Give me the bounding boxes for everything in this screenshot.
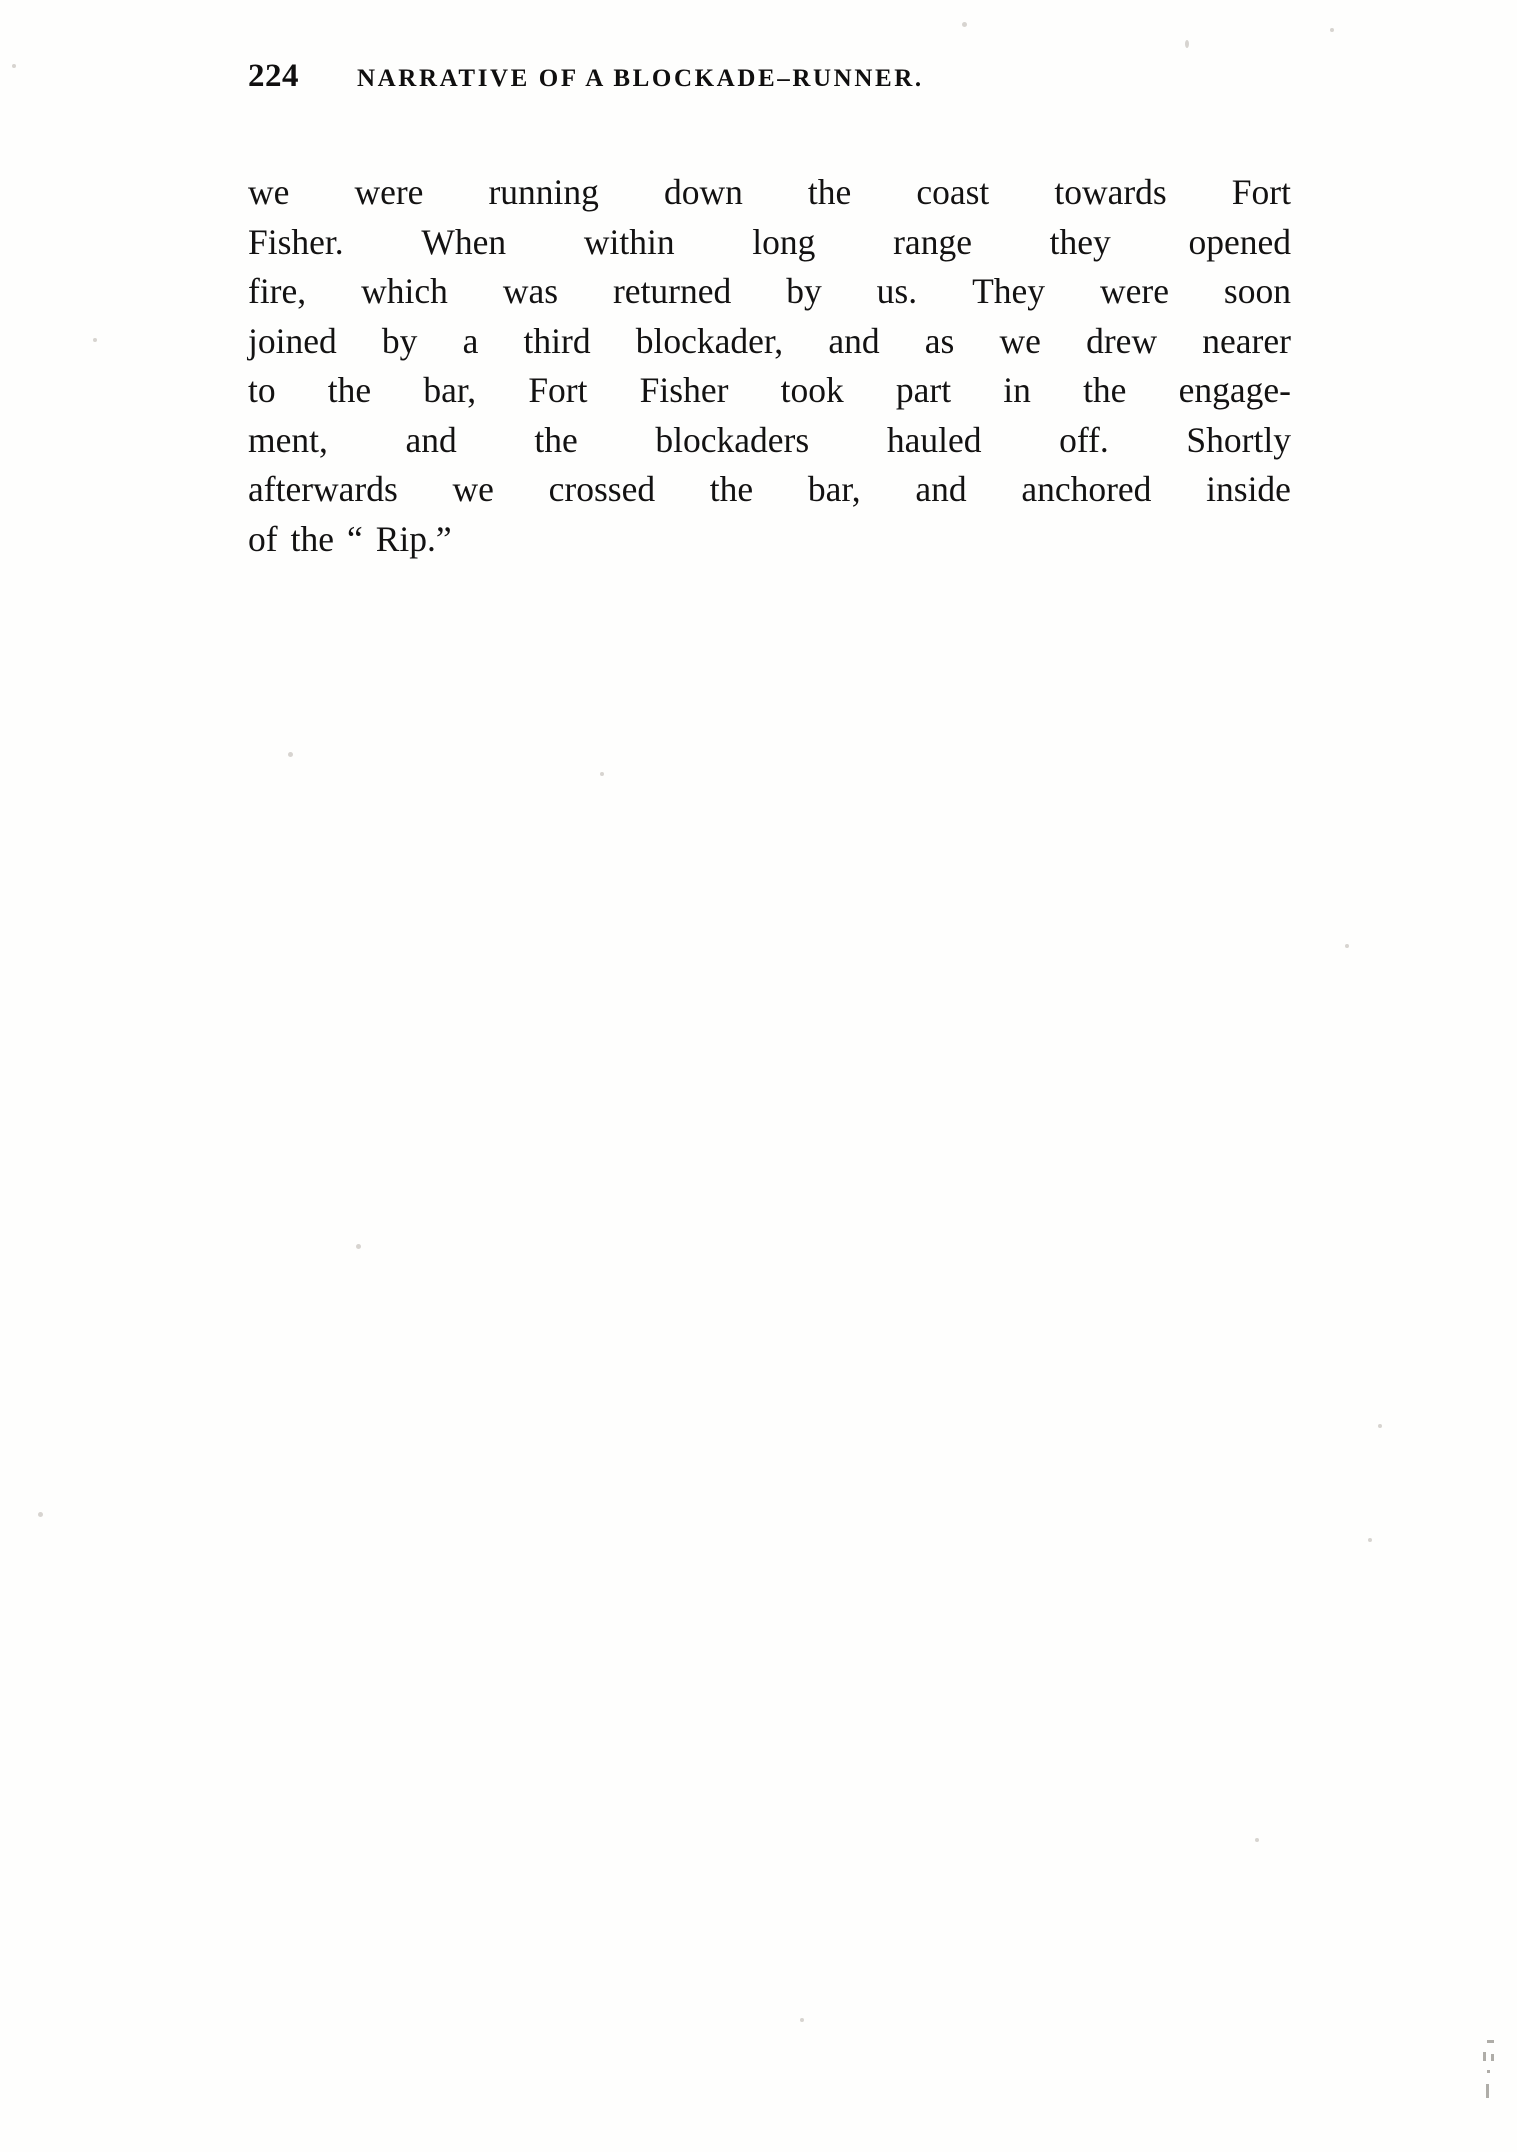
- word: Fort: [1231, 172, 1291, 212]
- word: was: [502, 271, 559, 311]
- text-line: [248, 317, 1291, 367]
- word: the: [327, 370, 372, 410]
- word: bar,: [423, 370, 477, 410]
- text-line: [248, 465, 1291, 515]
- word: took: [780, 370, 844, 410]
- word: within: [583, 221, 675, 262]
- scan-speck: [288, 752, 293, 757]
- word: us.: [876, 271, 918, 311]
- word: third: [523, 320, 591, 361]
- word: and: [915, 469, 967, 509]
- word: we: [452, 469, 494, 509]
- word: range: [893, 221, 972, 262]
- word: and: [828, 320, 880, 361]
- word: crossed: [548, 469, 656, 509]
- word: They: [972, 271, 1046, 311]
- word: the: [290, 518, 334, 559]
- scan-speck: [1185, 40, 1189, 48]
- word: returned: [612, 271, 732, 311]
- word: Shortly: [1186, 419, 1291, 460]
- word: joined: [248, 320, 337, 361]
- word: “: [346, 518, 363, 559]
- word: by: [381, 320, 418, 361]
- word: we: [248, 172, 290, 212]
- word: Fisher.: [248, 221, 344, 262]
- word: in: [1003, 370, 1031, 410]
- word: coast: [916, 172, 990, 212]
- word: hauled: [886, 419, 982, 460]
- word: Fort: [528, 370, 588, 410]
- word: When: [421, 221, 507, 262]
- word: they: [1049, 221, 1111, 262]
- word: were: [1099, 271, 1169, 311]
- word: by: [786, 271, 822, 311]
- word: soon: [1223, 271, 1291, 311]
- word: blockader,: [635, 320, 784, 361]
- word: blockaders: [655, 419, 810, 460]
- scan-speck: [800, 2018, 804, 2022]
- text-line: [248, 168, 1291, 218]
- text-line: [248, 366, 1291, 416]
- word: fire,: [248, 271, 307, 311]
- word: a: [462, 320, 479, 361]
- word: long: [752, 221, 816, 262]
- scan-speck: [600, 772, 604, 776]
- scan-speck: [1368, 1538, 1372, 1542]
- text-line: [248, 515, 1291, 565]
- word: of: [248, 518, 278, 559]
- scan-speck: [38, 1512, 43, 1517]
- scan-speck: [962, 22, 967, 27]
- word: the: [1083, 370, 1127, 410]
- word: we: [999, 320, 1041, 361]
- word: were: [354, 172, 424, 212]
- page-number: 224: [248, 58, 299, 94]
- word: down: [663, 172, 743, 212]
- word: Fisher: [639, 370, 729, 410]
- text-line: [248, 218, 1291, 268]
- word: off.: [1059, 419, 1109, 460]
- word: which: [361, 271, 448, 311]
- word: bar,: [807, 469, 861, 509]
- word: ment,: [248, 419, 328, 460]
- word: part: [895, 370, 952, 410]
- word: Rip.”: [375, 518, 452, 559]
- word: and: [405, 419, 457, 460]
- scan-speck: [1378, 1424, 1382, 1428]
- page-edge-marks: [1481, 2040, 1499, 2110]
- word: drew: [1086, 320, 1158, 361]
- word: opened: [1188, 221, 1291, 262]
- scan-speck: [93, 338, 97, 342]
- word: the: [709, 469, 754, 509]
- scan-speck: [1330, 28, 1334, 32]
- scan-speck: [356, 1244, 361, 1249]
- word: running: [488, 172, 599, 212]
- body-paragraph: [248, 168, 1291, 564]
- word: anchored: [1021, 469, 1152, 509]
- running-head-title: NARRATIVE OF A BLOCKADE–RUNNER.: [357, 65, 924, 92]
- word: nearer: [1202, 320, 1291, 361]
- running-head: [248, 58, 1278, 95]
- word: towards: [1054, 172, 1167, 212]
- word: afterwards: [248, 469, 398, 509]
- word: inside: [1206, 469, 1291, 509]
- word: to: [248, 370, 276, 410]
- word: the: [807, 172, 852, 212]
- text-line: [248, 267, 1291, 317]
- scan-speck: [1345, 944, 1349, 948]
- scan-speck: [12, 64, 16, 68]
- word: the: [534, 419, 578, 460]
- text-line: [248, 416, 1291, 466]
- word: as: [924, 320, 955, 361]
- word: engage-: [1178, 370, 1291, 410]
- scan-speck: [1255, 1838, 1259, 1842]
